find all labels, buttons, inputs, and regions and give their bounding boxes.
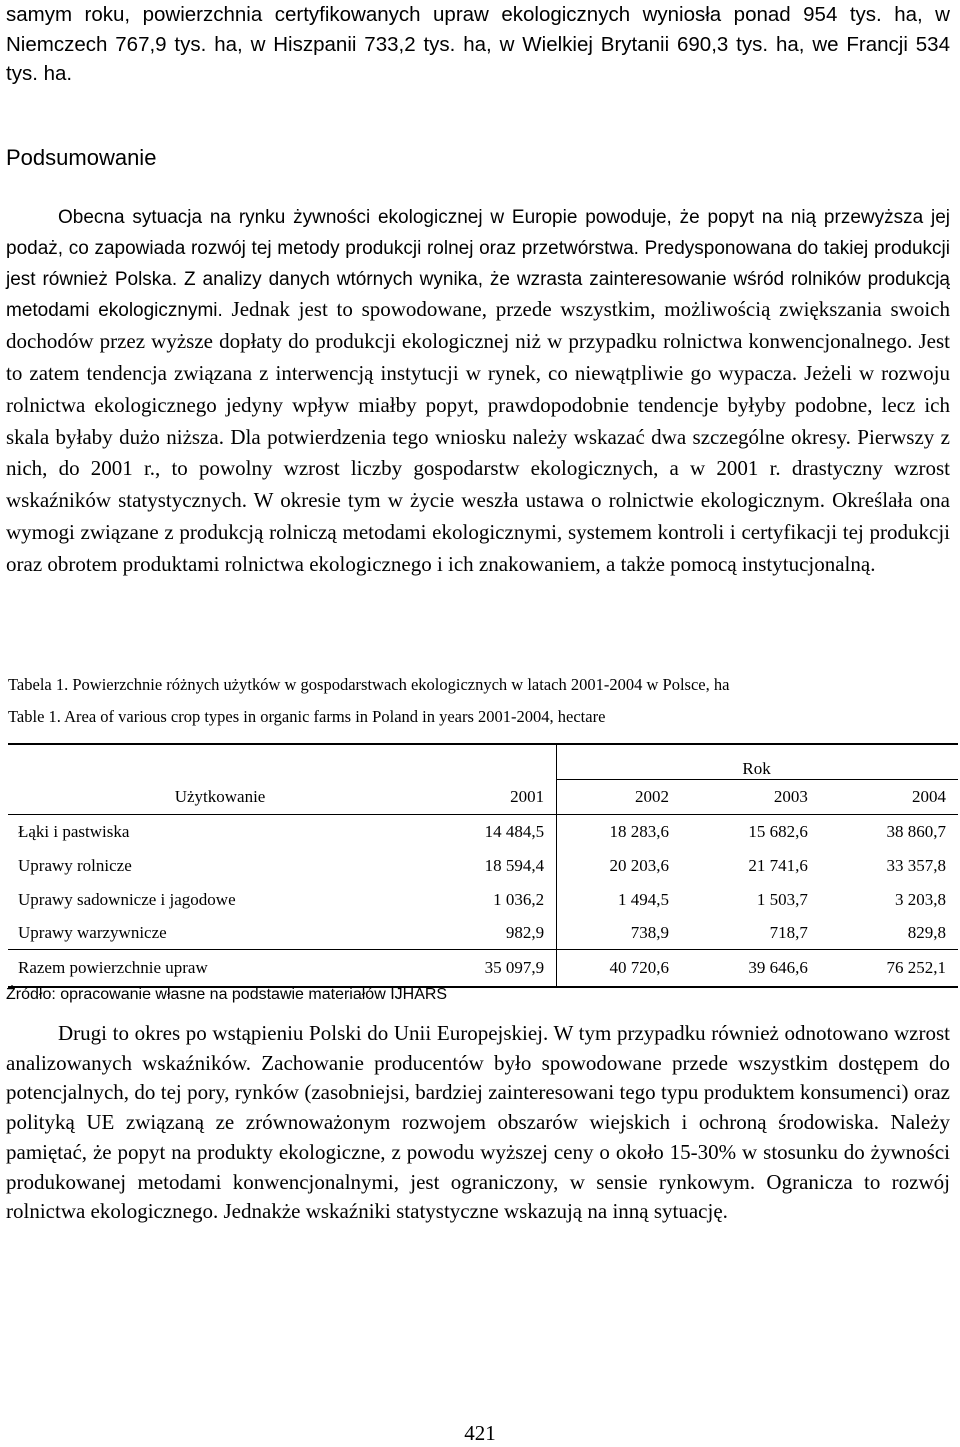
summary-paragraph-part1: Obecna sytuacja na rynku żywności ekologicznej w Europie powoduje, że popyt na nią przewyższa jej podaż, co zapowiada rozwój tej metody produkcji rolnej oraz przetwórstwa. Predysponowana do takiej produkcji jest również Polska. Z analizy danych wtórnych wynika, że wzrasta zainteresowanie wśród rolników produkcją metodami ekologicznymi. [6, 207, 950, 322]
table-row-label: Łąki i pastwiska [18, 822, 130, 841]
table-cell: 18 283,6 [609, 822, 669, 841]
section-heading: Podsumowanie [6, 145, 157, 170]
table-caption-en: Table 1. Area of various crop types in organic farms in Poland in years 2001-2004, hectare [8, 707, 606, 726]
table-header-spacer [8, 744, 434, 780]
table-group-header-rok: Rok [557, 744, 958, 780]
table-cell: 14 484,5 [434, 815, 557, 850]
crop-area-table [8, 743, 958, 988]
table-row [8, 849, 958, 883]
table-year-header: 2003 [681, 780, 820, 815]
table-cell: 738,9 [557, 917, 681, 950]
table-source-note: Źródło: opracowanie własne na podstawie materiałów IJHARS [6, 986, 448, 1003]
table-header-spacer-2001 [434, 744, 557, 780]
table-row-label: Uprawy rolnicze [18, 856, 132, 875]
table-cell: 1 494,5 [617, 890, 669, 909]
table-cell: 33 357,8 [886, 856, 946, 875]
table-row [8, 917, 958, 950]
table-total-row [8, 950, 958, 988]
table-cell: 718,7 [681, 917, 820, 950]
table-cell: 3 203,8 [895, 890, 946, 909]
table-year-header: 2002 [557, 780, 681, 815]
table-cell: 982,9 [434, 917, 557, 950]
table-cell: 1 036,2 [434, 883, 557, 917]
table-row [8, 883, 958, 917]
page-number: 421 [464, 1421, 496, 1445]
table-header-row [8, 780, 958, 815]
table-cell: 38 860,7 [886, 822, 946, 841]
table-row-label: Razem powierzchnie upraw [8, 950, 434, 988]
table-row [8, 815, 958, 850]
table-cell: 829,8 [820, 917, 958, 950]
summary-paragraph [6, 203, 950, 582]
bottom-paragraph: Drugi to okres po wstąpieniu Polski do Unii Europejskiej. W tym przypadku również odnotowano wzrost analizowanych wskaźników. Zachowanie producentów było spowodowane przede wszystkim dostępem do potencjalnych, do tej pory, rynków (zasobniejsi, bardziej zainteresowani tego typu produktem konsumenci) oraz polityką UE związaną ze zrównoważonym rozwojem obszarów wiejskich i ochroną środowiska. Należy pamiętać, że popyt na produkty ekologiczne, z powodu wyższej ceny o około 15-30% w stosunku do żywności produkowanej metodami konwencjonalnymi, jest ograniczony, w sensie rynkowym. Ogranicza to rozwój rolnictwa ekologicznego. Jednakże wskaźniki statystyczne wskazują na inną sytuację. [6, 1021, 950, 1224]
table-row-label: Uprawy warzywnicze [8, 917, 434, 950]
table-cell: 40 720,6 [557, 950, 681, 988]
table-cell: 15 682,6 [748, 822, 808, 841]
table-cell: 20 203,6 [609, 856, 669, 875]
table-cell: 18 594,4 [434, 849, 557, 883]
table-year-header: 2004 [820, 780, 958, 815]
table-cell: 35 097,9 [434, 950, 557, 988]
table-cell: 21 741,6 [748, 856, 808, 875]
table-cell: 76 252,1 [820, 950, 958, 988]
table-cell: 39 646,6 [681, 950, 820, 988]
table-cell: 1 503,7 [756, 890, 808, 909]
table-caption-pl: Tabela 1. Powierzchnie różnych użytków w gospodarstwach ekologicznych w latach 2001-2004 w Polsce, ha [8, 675, 730, 694]
summary-paragraph-part2: Jednak jest to spowodowane, przede wszystkim, możliwością zwiększania swoich dochodów przez wyższe dopłaty do produkcji ekologicznej niż w przypadku rolnictwa konwencjonalnego. Jest to zatem tendencja związana z interwencją instytucji w rynek, co niewątpliwie go wypacza. Jeżeli w rozwoju rolnictwa ekologicznego jedyny wpływ miałby popyt, prawdopodobnie tendencje byłyby podobne, lecz ich skala byłaby dużo niższa. Dla potwierdzenia tego wniosku należy wskazać dwa szczególne okresy. Pierwszy z nich, do 2001 r., to powolny wzrost liczby gospodarstw ekologicznych, a w 2001 r. drastyczny wzrost wskaźników statystycznych. W okresie tym w życie weszła ustawa o rolnictwie ekologicznym. Określała ona wymogi związane z produkcją rolniczą metodami ekologicznymi, systemem kontroli i certyfikacji tej produkcji oraz obrotem produktami rolnictwa ekologicznego i ich znakowaniem, a także pomocą instytucjonalną. [6, 297, 950, 576]
table-header-row-group [8, 744, 958, 780]
table-row-header: Użytkowanie [8, 780, 434, 815]
table-row-label: Uprawy sadownicze i jagodowe [18, 890, 236, 909]
top-paragraph: samym roku, powierzchnia certyfikowanych upraw ekologicznych wyniosła ponad 954 tys. ha, w Niemczech 767,9 tys. ha, w Hiszpanii 733,2 tys. ha, w Wielkiej Brytanii 690,3 tys. ha, we Francji 534 tys. ha. [6, 3, 950, 85]
table-year-header: 2001 [434, 780, 557, 815]
